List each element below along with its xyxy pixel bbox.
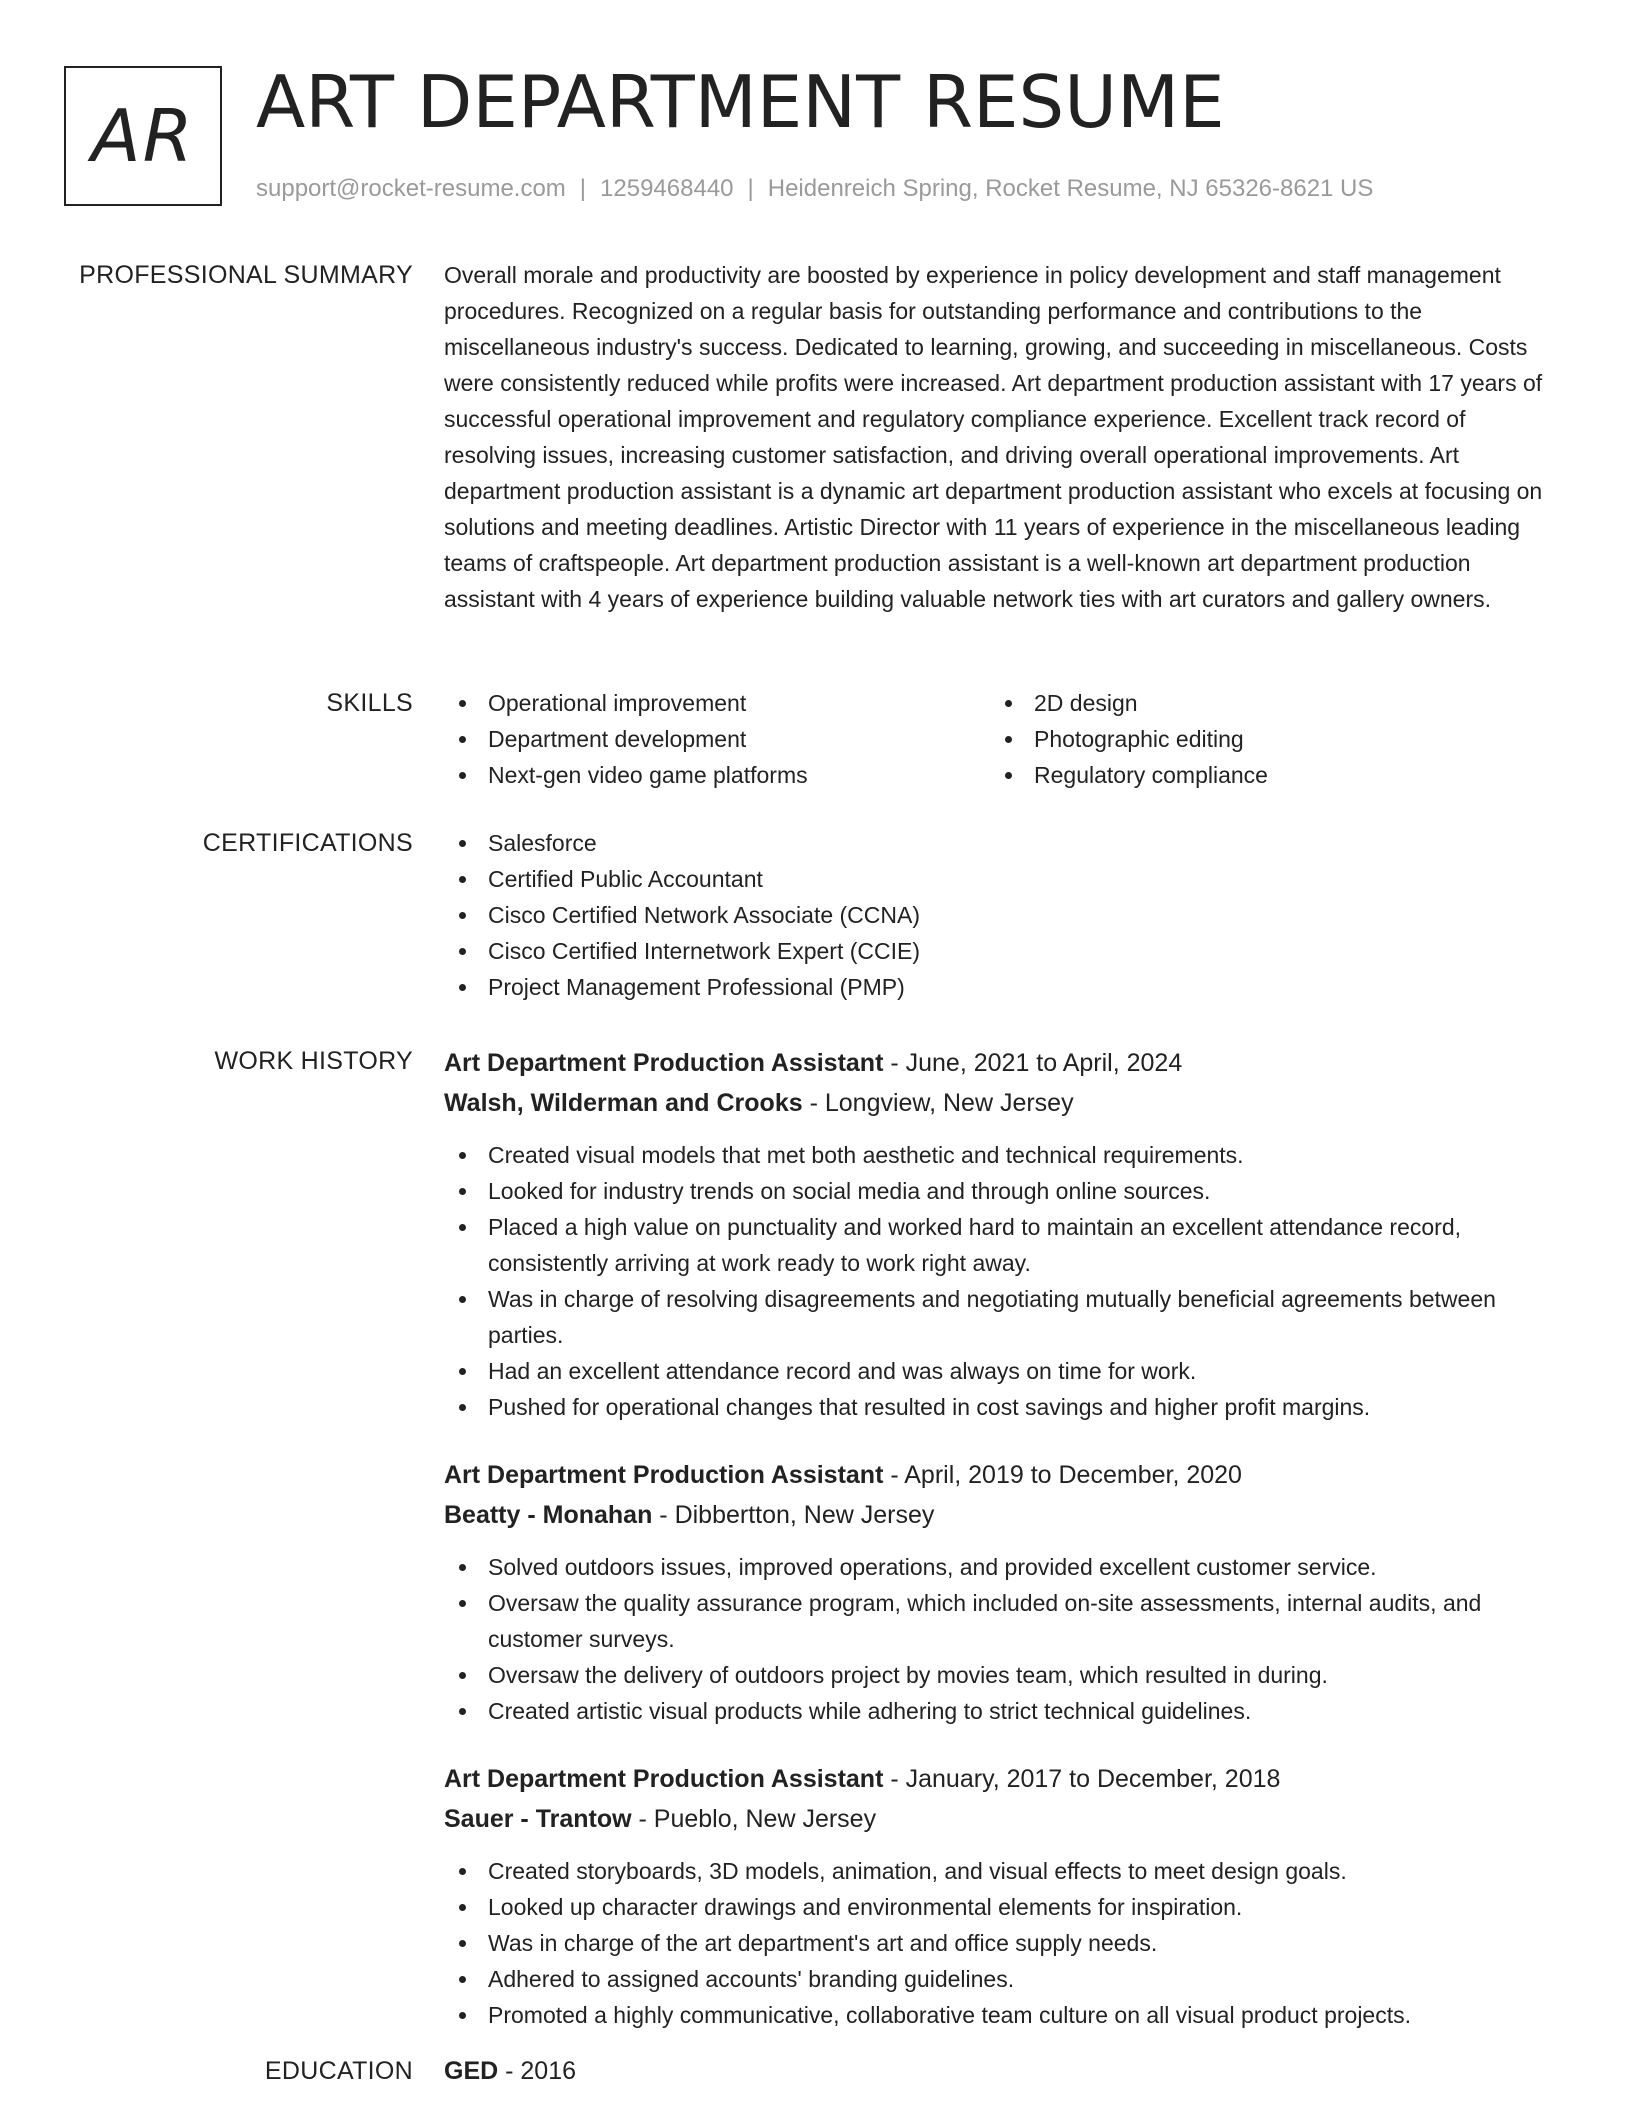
certification-item: Cisco Certified Network Associate (CCNA) [444, 897, 1560, 933]
job-duty: Looked up character drawings and environmental elements for inspiration. [444, 1889, 1560, 1925]
job-entry [444, 1759, 1560, 2033]
job-duty: Was in charge of the art department's art and office supply needs. [444, 1925, 1560, 1961]
job-title-line [444, 1455, 1560, 1495]
summary-text: Overall morale and productivity are boosted by experience in policy development and staff management procedures. Recognized on a regular basis for outstanding performance and contributions to the miscellaneous industry's success. Dedicated to learning, growing, and succeeding in miscellaneous. Costs were consistently reduced while profits were increased. Art department production assistant with 17 years of successful operational improvement and regulatory compliance experience. Excellent track record of resolving issues, increasing customer satisfaction, and driving overall operational improvements. Art department production assistant is a dynamic art department production assistant who excels at focusing on solutions and meeting deadlines. Artistic Director with 11 years of experience in the miscellaneous leading teams of craftspeople. Art department production assistant is a well-known art department production assistant with 4 years of experience building valuable network ties with art curators and gallery owners. [444, 262, 1543, 612]
skill-item: 2D design [990, 685, 1536, 721]
job-duties-list [444, 1853, 1560, 2033]
monogram-initials: AR [91, 94, 195, 178]
contact-line [256, 172, 1373, 206]
job-entry [444, 1043, 1560, 1425]
education-year: - 2016 [498, 2057, 577, 2085]
education-line [444, 2053, 1560, 2089]
job-company-line [444, 1495, 1560, 1535]
job-company: Beatty - Monahan [444, 1501, 653, 1529]
summary-body [444, 257, 1560, 617]
education-label: EDUCATION [264, 2057, 413, 2085]
job-duty: Created visual models that met both aesthetic and technical requirements. [444, 1137, 1560, 1173]
job-duty: Solved outdoors issues, improved operations, and provided excellent customer service. [444, 1549, 1560, 1585]
job-duties-list [444, 1137, 1560, 1425]
job-title-line [444, 1759, 1560, 1799]
job-duty: Promoted a highly communicative, collaborative team culture on all visual product projects. [444, 1997, 1560, 2033]
job-dates: - January, 2017 to December, 2018 [883, 1765, 1281, 1793]
skills-body [444, 685, 1560, 793]
job-duty: Created artistic visual products while adhering to strict technical guidelines. [444, 1693, 1560, 1729]
contact-separator: | [579, 175, 587, 202]
education-degree: GED [444, 2057, 499, 2085]
job-title: Art Department Production Assistant [444, 1049, 884, 1077]
job-dates: - June, 2021 to April, 2024 [883, 1049, 1183, 1077]
job-company: Walsh, Wilderman and Crooks [444, 1089, 803, 1117]
certifications-body [444, 825, 1560, 1005]
skills-column-2 [990, 685, 1536, 793]
job-location: - Longview, New Jersey [802, 1089, 1074, 1117]
certification-item: Project Management Professional (PMP) [444, 969, 1560, 1005]
job-title: Art Department Production Assistant [444, 1765, 884, 1793]
certifications-list [444, 825, 1560, 1005]
certification-item: Cisco Certified Internetwork Expert (CCIE) [444, 933, 1560, 969]
job-location: - Pueblo, New Jersey [631, 1805, 877, 1833]
skill-item: Next-gen video game platforms [444, 757, 990, 793]
contact-phone[interactable]: 1259468440 [600, 175, 734, 202]
job-title: Art Department Production Assistant [444, 1461, 884, 1489]
job-duty: Pushed for operational changes that resulted in cost savings and higher profit margins. [444, 1389, 1560, 1425]
summary-label: PROFESSIONAL SUMMARY [79, 261, 413, 289]
job-location: - Dibbertton, New Jersey [652, 1501, 935, 1529]
contact-email[interactable]: support@rocket-resume.com [256, 175, 566, 202]
skill-item: Department development [444, 721, 990, 757]
resume-title: ART DEPARTMENT RESUME [256, 60, 1225, 144]
job-company-line [444, 1083, 1560, 1123]
skill-item: Regulatory compliance [990, 757, 1536, 793]
job-duty: Adhered to assigned accounts' branding guidelines. [444, 1961, 1560, 1997]
job-duty: Oversaw the quality assurance program, which included on-site assessments, internal audits, and customer surveys. [444, 1585, 1560, 1657]
skill-item: Photographic editing [990, 721, 1536, 757]
skills-label: SKILLS [326, 689, 413, 717]
monogram-box [64, 66, 222, 206]
certifications-label: CERTIFICATIONS [202, 829, 413, 857]
skill-item: Operational improvement [444, 685, 990, 721]
job-company-line [444, 1799, 1560, 1839]
job-duty: Had an excellent attendance record and was always on time for work. [444, 1353, 1560, 1389]
contact-separator: | [747, 175, 754, 202]
job-duty: Oversaw the delivery of outdoors project by movies team, which resulted in during. [444, 1657, 1560, 1693]
job-company: Sauer - Trantow [444, 1805, 632, 1833]
job-duty: Looked for industry trends on social media and through online sources. [444, 1173, 1560, 1209]
education-body [444, 2053, 1560, 2089]
job-duty: Was in charge of resolving disagreements and negotiating mutually beneficial agreements between parties. [444, 1281, 1560, 1353]
skills-grid [444, 685, 1560, 793]
certification-item: Salesforce [444, 825, 1560, 861]
work-history-label: WORK HISTORY [214, 1047, 413, 1075]
job-dates: - April, 2019 to December, 2020 [883, 1461, 1242, 1489]
certification-item: Certified Public Accountant [444, 861, 1560, 897]
job-duties-list [444, 1549, 1560, 1729]
job-duty: Placed a high value on punctuality and worked hard to maintain an excellent attendance record, consistently arriving at work ready to work right away. [444, 1209, 1560, 1281]
skills-column-1 [444, 685, 990, 793]
job-title-line [444, 1043, 1560, 1083]
contact-address: Heidenreich Spring, Rocket Resume, NJ 65326-8621 US [767, 175, 1374, 202]
work-history-body [444, 1043, 1560, 2063]
job-duty: Created storyboards, 3D models, animation, and visual effects to meet design goals. [444, 1853, 1560, 1889]
job-entry [444, 1455, 1560, 1729]
